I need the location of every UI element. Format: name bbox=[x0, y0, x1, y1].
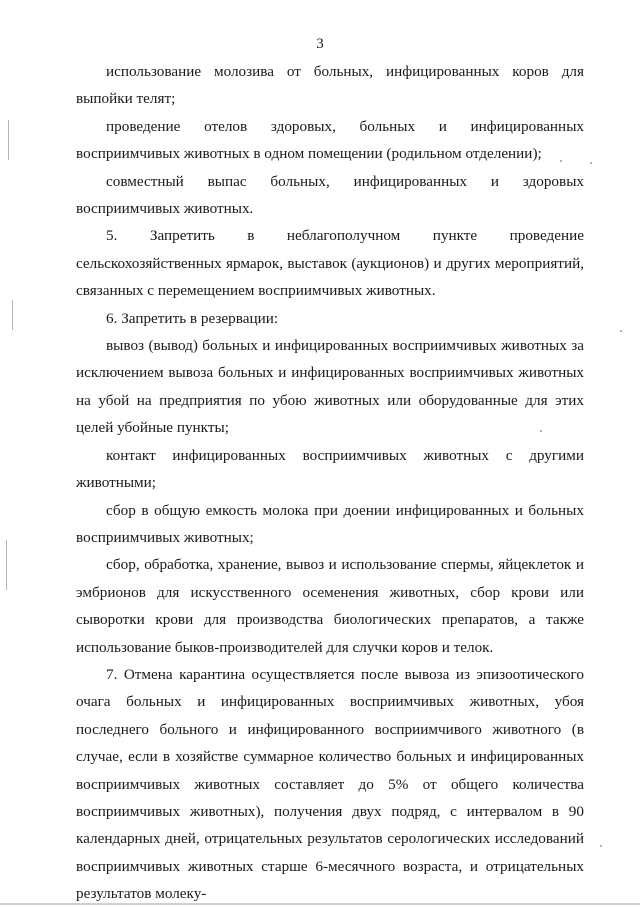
paragraph-grazing: совместный выпас больных, инфицированных и здоровых восприимчивых животных. bbox=[76, 172, 584, 218]
scan-mark bbox=[6, 540, 7, 590]
scan-mark bbox=[8, 120, 9, 160]
body-text bbox=[76, 58, 584, 908]
paragraph-item-5: 5. Запретить в неблагополучном пункте проведение сельскохозяйственных ярмарок, выставок (аукционов) и других мероприятий, связанных с перемещением восприимчивых животных. bbox=[76, 227, 584, 300]
scan-speck bbox=[590, 162, 592, 164]
paragraph-sperm: сбор, обработка, хранение, вывоз и использование спермы, яйцеклеток и эмбрионов для искусственного осеменения животных, сбор крови или сыворотки крови для производства биологических препаратов, а также использование быков-производителей для случки коров и телок. bbox=[76, 556, 584, 656]
scan-speck bbox=[540, 430, 542, 432]
scan-mark bbox=[12, 300, 13, 330]
paragraph-contact: контакт инфицированных восприимчивых животных с другими животными; bbox=[76, 446, 584, 492]
scan-speck bbox=[620, 330, 622, 332]
paragraph-export: вывоз (вывод) больных и инфицированных восприимчивых животных за исключением вывоза больных и инфицированных восприимчивых животных на убой на предприятия по убою животных или оборудованные для этих целей убойные пункты; bbox=[76, 337, 584, 437]
paragraph-colostrum: использование молозива от больных, инфицированных коров для выпойки телят; bbox=[76, 63, 584, 108]
scan-speck bbox=[560, 160, 562, 162]
paragraph-calving: проведение отелов здоровых, больных и инфицированных восприимчивых животных в одном помещении (родильном отделении); bbox=[76, 117, 584, 163]
paragraph-milk: сбор в общую емкость молока при доении инфицированных и больных восприимчивых животных; bbox=[76, 501, 584, 546]
page-number: 3 bbox=[316, 36, 324, 52]
paragraph-item-7: 7. Отмена карантина осуществляется после вывоза из эпизоотического очага больных и инфицированных восприимчивых животных, убоя последнего больного и инфицированного восприимчивого животного (в случае, если в хозяйстве суммарное количество больных и инфицированных восприимчивых животных составляет до 5% от общего количества восприимчивых животных), получения двух подряд, с интервалом в 90 календарных дней, отрицательных результатов серологических исследований восприимчивых животных старше 6-месячного возраста, и отрицательных результатов молеку- bbox=[76, 665, 584, 903]
scan-speck bbox=[600, 845, 602, 847]
paragraph-item-6: 6. Запретить в резервации: bbox=[106, 309, 279, 327]
